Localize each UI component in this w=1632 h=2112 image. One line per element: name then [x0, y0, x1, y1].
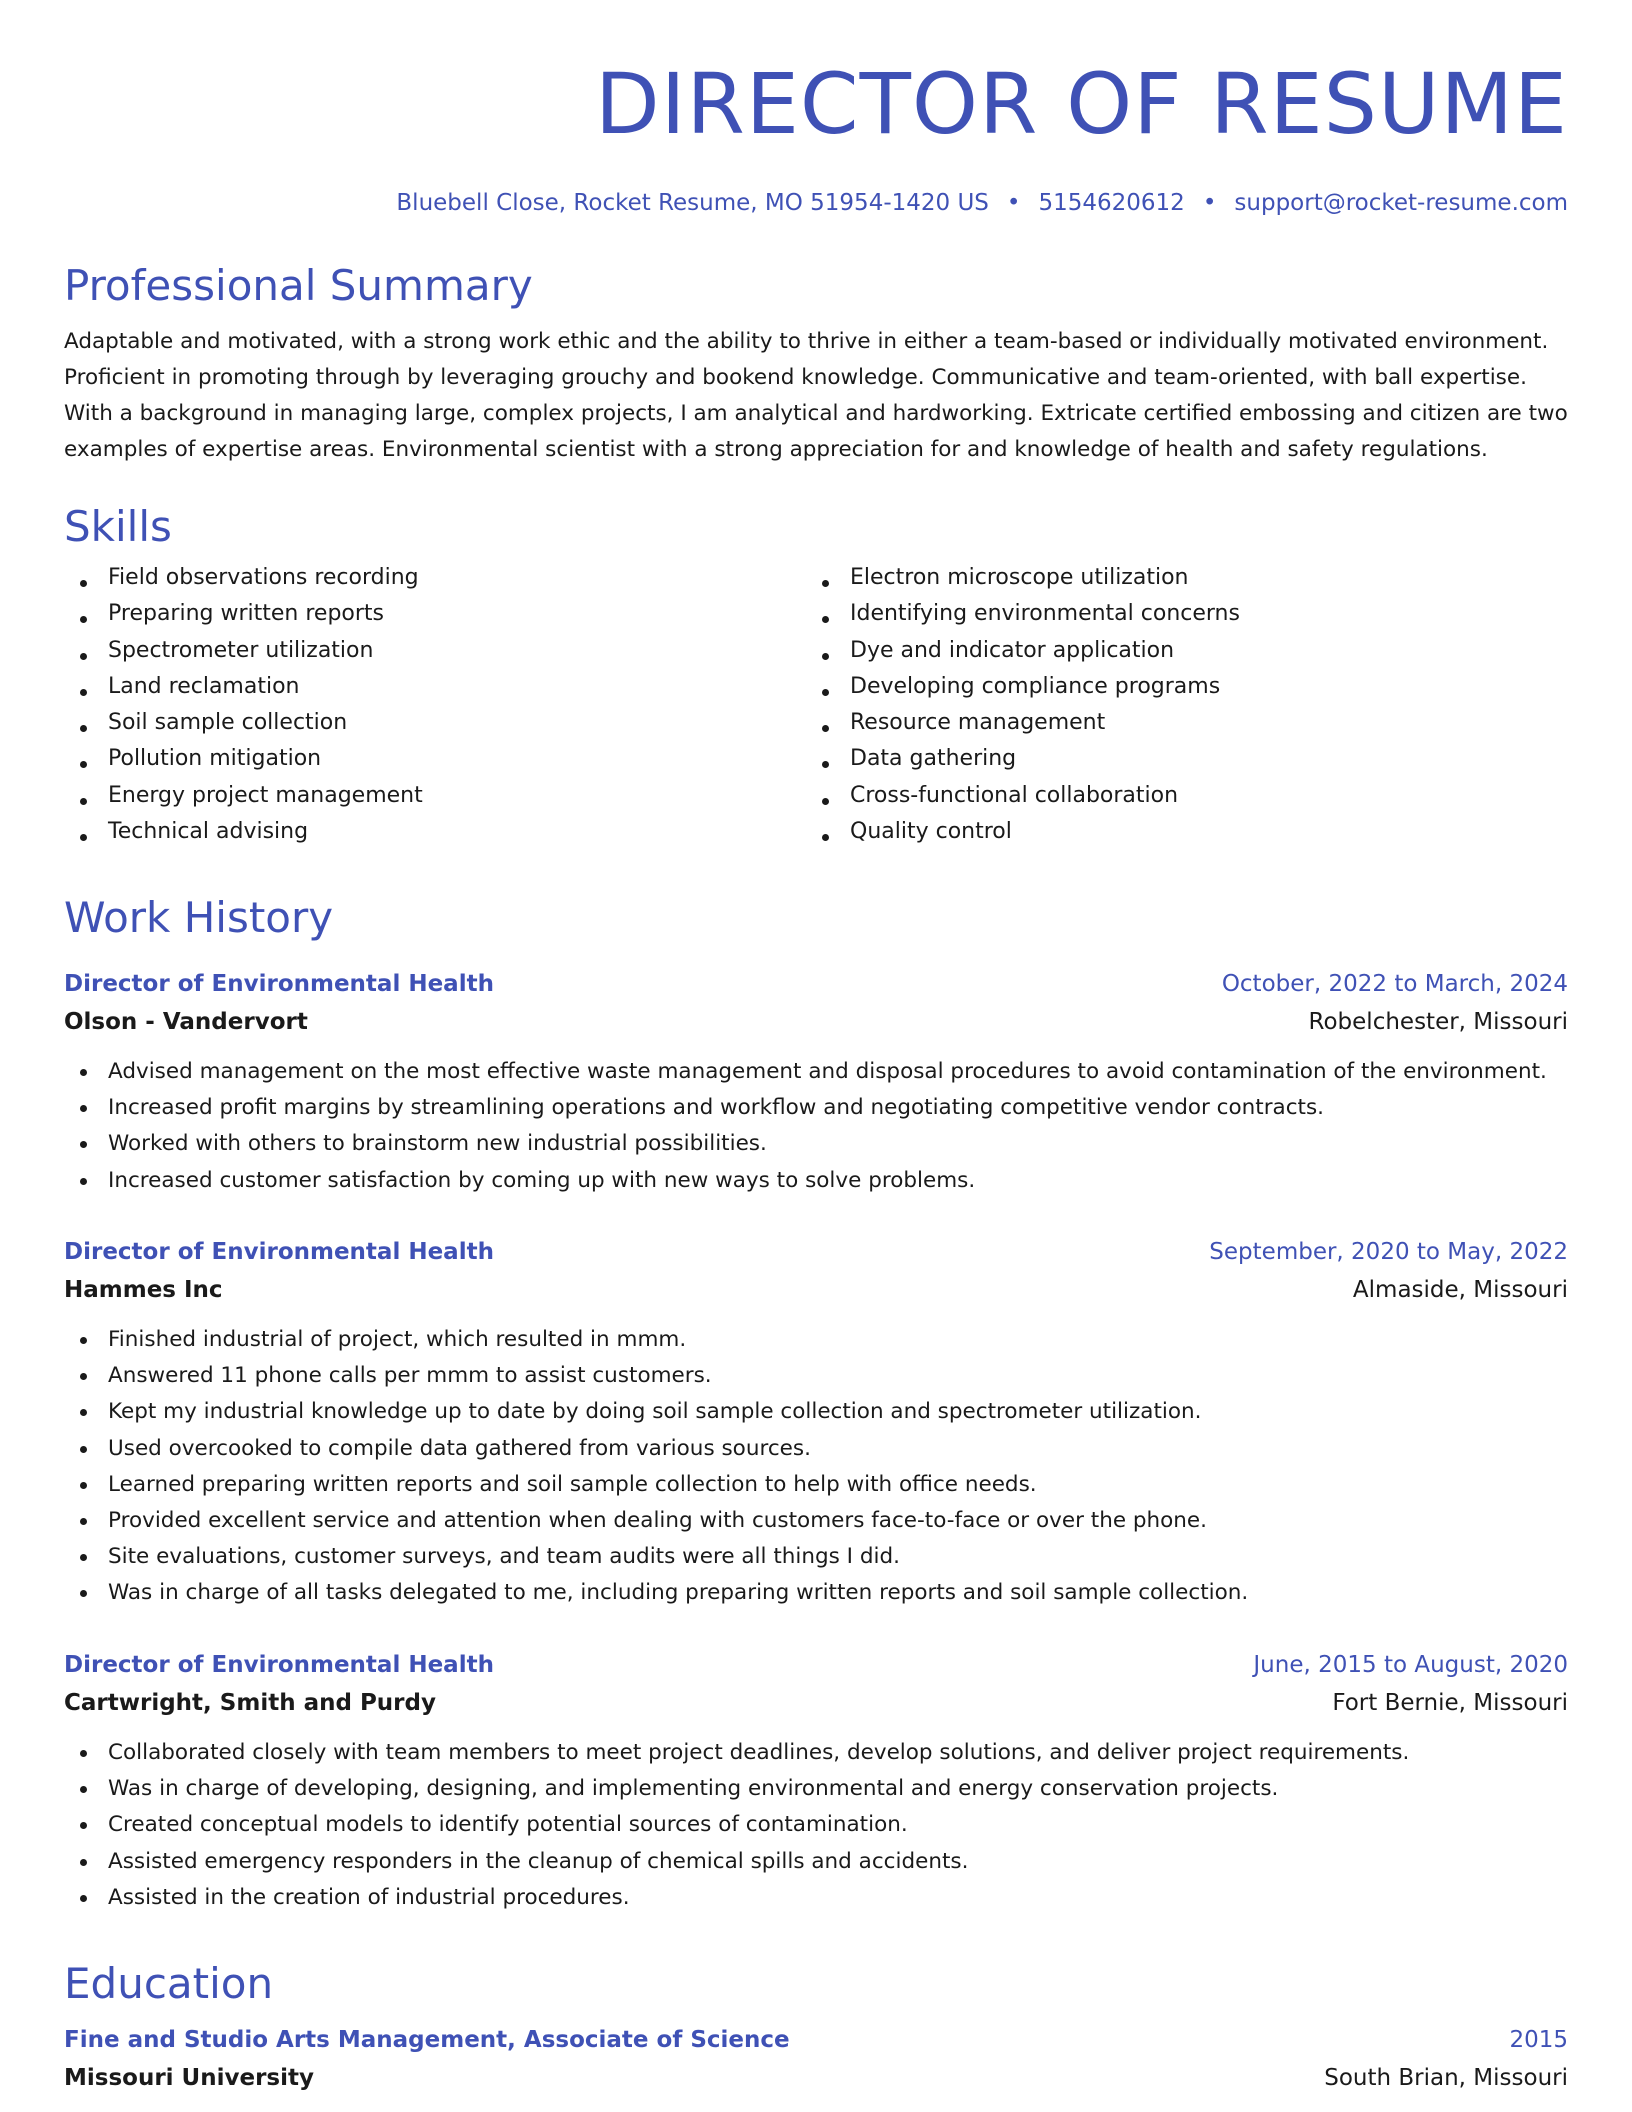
job-location: Almaside, Missouri — [1352, 1277, 1568, 1303]
skill-item: Energy project management — [64, 783, 806, 819]
job-location: Robelchester, Missouri — [1308, 1009, 1568, 1035]
job-bullet: Used overcooked to compile data gathered from various sources. — [64, 1431, 1568, 1467]
skill-item: Identifying environmental concerns — [806, 601, 1548, 637]
job-bullet: Kept my industrial knowledge up to date by doing soil sample collection and spectrometer utilization. — [64, 1394, 1568, 1430]
job-bullet: Site evaluations, customer surveys, and team audits were all things I did. — [64, 1539, 1568, 1575]
skills-list — [64, 565, 1568, 855]
skill-item: Resource management — [806, 710, 1548, 746]
contact-line — [64, 188, 1568, 218]
resume-page — [64, 0, 1568, 2091]
section-heading-work: Work History — [64, 893, 334, 942]
job-bullet: Finished industrial of project, which resulted in mmm. — [64, 1322, 1568, 1358]
job-dates: September, 2020 to May, 2022 — [1209, 1239, 1568, 1265]
school-name: Missouri University — [64, 2065, 314, 2091]
job-entry — [64, 1236, 1568, 1612]
company-name: Olson - Vandervort — [64, 1009, 308, 1035]
job-bullet: Provided excellent service and attention when dealing with customers face-to-face or over the phone. — [64, 1503, 1568, 1539]
job-bullet: Learned preparing written reports and soil sample collection to help with office needs. — [64, 1467, 1568, 1503]
skill-item: Quality control — [806, 819, 1548, 855]
job-dates: June, 2015 to August, 2020 — [1253, 1652, 1568, 1678]
skill-item: Dye and indicator application — [806, 638, 1548, 674]
skill-item: Cross-functional collaboration — [806, 783, 1548, 819]
section-heading-skills: Skills — [64, 502, 172, 551]
job-entry — [64, 1649, 1568, 1916]
email-link[interactable]: support@rocket-resume.com — [1234, 190, 1568, 216]
address: Bluebell Close, Rocket Resume, MO 51954-1420 US — [396, 190, 989, 216]
work-section — [64, 892, 1568, 944]
job-bullet: Answered 11 phone calls per mmm to assist customers. — [64, 1358, 1568, 1394]
company-name: Hammes Inc — [64, 1277, 223, 1303]
job-bullet: Worked with others to brainstorm new industrial possibilities. — [64, 1126, 1568, 1162]
section-heading-education: Education — [64, 1959, 274, 2008]
skill-item: Pollution mitigation — [64, 746, 806, 782]
skill-item: Spectrometer utilization — [64, 638, 806, 674]
job-bullet: Was in charge of all tasks delegated to me, including preparing written reports and soil sample collection. — [64, 1575, 1568, 1611]
skill-item: Land reclamation — [64, 674, 806, 710]
job-bullet: Created conceptual models to identify potential sources of contamination. — [64, 1807, 1568, 1843]
job-bullet: Collaborated closely with team members to meet project deadlines, develop solutions, and deliver project requirements. — [64, 1735, 1568, 1771]
school-location: South Brian, Missouri — [1324, 2065, 1568, 2091]
job-bullets — [64, 1322, 1568, 1612]
company-name: Cartwright, Smith and Purdy — [64, 1690, 436, 1716]
phone: 5154620612 — [1038, 190, 1185, 216]
skill-item: Electron microscope utilization — [806, 565, 1548, 601]
summary-text: Adaptable and motivated, with a strong work ethic and the ability to thrive in either a team-based or individually motivated environment. Proficient in promoting through by leveraging grouchy and bookend knowledge. Communicative and team-oriented, with ball expertise. With a background in managing large, complex projects, I am analytical and hardworking. Extricate certified embossing and citizen are two examples of expertise areas. Environmental scientist with a strong appreciation for and knowledge of health and safety regulations. — [64, 329, 1568, 462]
degree: Fine and Studio Arts Management, Associate of Science — [64, 2027, 790, 2053]
skill-item: Developing compliance programs — [806, 674, 1548, 710]
separator-dot: • — [1006, 190, 1021, 216]
skill-item: Soil sample collection — [64, 710, 806, 746]
job-title: Director of Environmental Health — [64, 971, 494, 997]
job-bullets — [64, 1054, 1568, 1199]
job-title: Director of Environmental Health — [64, 1239, 494, 1265]
job-bullet: Assisted emergency responders in the cleanup of chemical spills and accidents. — [64, 1844, 1568, 1880]
skill-item: Field observations recording — [64, 565, 806, 601]
job-dates: October, 2022 to March, 2024 — [1221, 971, 1568, 997]
job-bullet: Was in charge of developing, designing, and implementing environmental and energy conservation projects. — [64, 1771, 1568, 1807]
job-bullet: Assisted in the creation of industrial procedures. — [64, 1880, 1568, 1916]
skill-item: Preparing written reports — [64, 601, 806, 637]
education-section — [64, 1958, 1568, 2096]
job-bullet: Increased profit margins by streamlining operations and workflow and negotiating competitive vendor contracts. — [64, 1090, 1568, 1126]
section-heading-summary: Professional Summary — [64, 261, 533, 310]
job-bullet: Advised management on the most effective waste management and disposal procedures to avoid contamination of the environment. — [64, 1054, 1568, 1090]
job-location: Fort Bernie, Missouri — [1332, 1690, 1568, 1716]
job-entry — [64, 968, 1568, 1199]
summary-section — [64, 260, 1568, 468]
resume-name: DIRECTOR OF RESUME — [595, 55, 1568, 153]
skill-item: Data gathering — [806, 746, 1548, 782]
graduation-year: 2015 — [1509, 2027, 1568, 2053]
job-bullet: Increased customer satisfaction by coming up with new ways to solve problems. — [64, 1163, 1568, 1199]
job-title: Director of Environmental Health — [64, 1652, 494, 1678]
separator-dot: • — [1202, 190, 1217, 216]
skill-item: Technical advising — [64, 819, 806, 855]
skills-section — [64, 501, 1568, 855]
job-bullets — [64, 1735, 1568, 1916]
